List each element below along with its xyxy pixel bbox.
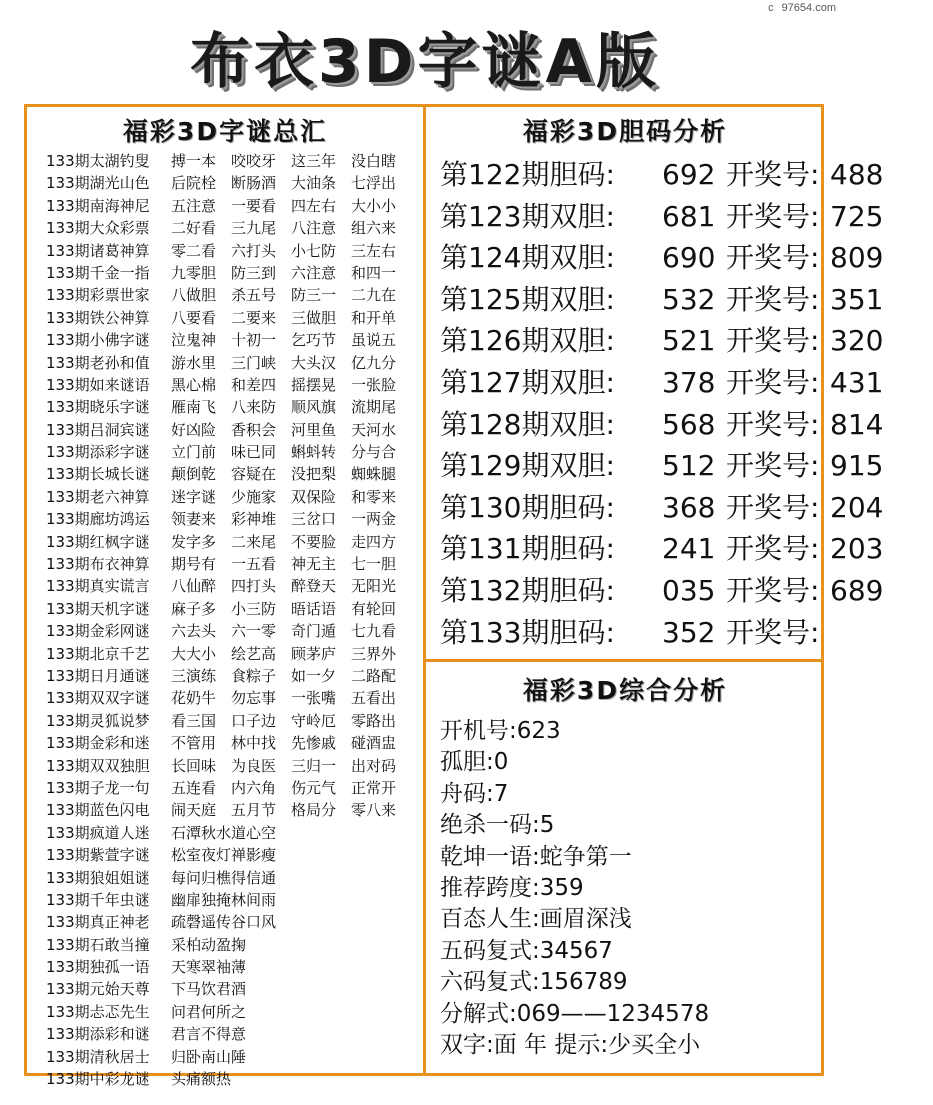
list-item: [46, 262, 421, 284]
riddle-word: 八做胆: [171, 286, 217, 305]
list-item: [46, 598, 421, 620]
list-item: [46, 844, 421, 866]
riddle-verse: 松室夜灯禅影瘦: [171, 846, 277, 865]
riddle-source: 133期大众彩票: [46, 219, 150, 238]
kj-value: 725: [830, 199, 884, 233]
riddle-verse: 疏磬遥传谷口风: [171, 913, 277, 932]
riddle-word: 七浮出: [351, 174, 397, 193]
riddle-source: 133期添彩和谜: [46, 1025, 150, 1044]
dan-value: 241: [662, 532, 716, 566]
list-item: [46, 463, 421, 485]
riddle-word: 内六角: [231, 778, 277, 797]
list-item: [46, 329, 421, 351]
riddle-word: 零二看: [171, 241, 217, 260]
riddle-verse: 问君何所之: [171, 1002, 247, 1021]
list-item: [46, 195, 421, 217]
dan-row: [440, 528, 884, 570]
kj-value: 431: [830, 365, 884, 399]
riddle-source: 133期清秋居士: [46, 1047, 150, 1066]
riddle-word: 五注意: [171, 196, 217, 215]
riddle-source: 133期南海神尼: [46, 196, 150, 215]
riddle-source: 133期真正神老: [46, 913, 150, 932]
riddle-word: 勿忘事: [231, 689, 277, 708]
kj-value: 809: [830, 241, 884, 275]
kj-label: 开奖号:: [726, 490, 820, 524]
kj-value: 351: [830, 282, 884, 316]
riddle-word: 三界外: [351, 644, 397, 663]
list-item: [46, 799, 421, 821]
riddle-word: 立门前: [171, 443, 217, 462]
list-item: [46, 1046, 421, 1068]
dan-row: [440, 445, 884, 487]
zonghe-list: [440, 716, 820, 1061]
riddle-word: 二路配: [351, 666, 397, 685]
riddle-word: 零八来: [351, 801, 397, 820]
riddle-word: 一两金: [351, 510, 397, 529]
riddle-source: 133期狼姐姐谜: [46, 868, 150, 887]
riddle-word: 小三防: [231, 599, 277, 618]
riddle-verse: 君言不得意: [171, 1025, 247, 1044]
riddle-source: 133期北京千艺: [46, 644, 150, 663]
riddle-word: 摇摆晃: [291, 375, 337, 394]
riddle-word: 碰酒盅: [351, 734, 397, 753]
list-item: [46, 374, 421, 396]
riddle-word: 麻子多: [171, 599, 217, 618]
list-item: [46, 396, 421, 418]
kj-label: 开奖号:: [726, 532, 820, 566]
riddle-word: 双保险: [291, 487, 337, 506]
kj-label: 开奖号:: [726, 199, 820, 233]
riddle-word: 和四一: [351, 263, 397, 282]
riddle-word: 不要脸: [291, 532, 337, 551]
watermark-site: 97654.com: [781, 2, 836, 14]
riddle-verse: 幽扉独掩林间雨: [171, 890, 277, 909]
riddle-word: 九零胆: [171, 263, 217, 282]
list-item: [46, 1001, 421, 1023]
kj-label: 开奖号:: [726, 407, 820, 441]
riddle-word: 六注意: [291, 263, 337, 282]
riddle-source: 133期彩票世家: [46, 286, 150, 305]
riddle-word: 顺风旗: [291, 398, 337, 417]
list-item: [46, 307, 421, 329]
riddle-word: 绘艺高: [231, 644, 277, 663]
dan-label: 第130期胆码:: [440, 490, 615, 524]
riddle-word: 发字多: [171, 532, 217, 551]
riddle-word: 二要来: [231, 308, 277, 327]
riddle-word: 三岔口: [291, 510, 337, 529]
riddle-word: 味已同: [231, 443, 277, 462]
list-item: [46, 889, 421, 911]
list-item: [46, 553, 421, 575]
list-item: [46, 172, 421, 194]
riddle-word: 晤话语: [291, 599, 337, 618]
riddle-word: 林中找: [231, 734, 277, 753]
riddle-source: 133期双双独胆: [46, 756, 150, 775]
riddle-word: 长回味: [171, 756, 217, 775]
analysis-line: 双字:面 年 提示:少买全小: [440, 1031, 701, 1058]
dan-value: 568: [662, 407, 716, 441]
riddle-word: 守岭厄: [291, 711, 337, 730]
riddle-word: 三门峡: [231, 353, 277, 372]
riddle-word: 分与合: [351, 443, 397, 462]
analysis-line: 推荐跨度:359: [440, 874, 584, 901]
riddle-word: 七一胆: [351, 555, 397, 574]
riddle-verse: 下马饮君酒: [171, 980, 247, 999]
riddle-word: 迷字谜: [171, 487, 217, 506]
riddle-word: 一五看: [231, 555, 277, 574]
riddle-word: 六一零: [231, 622, 277, 641]
riddle-word: 颠倒乾: [171, 465, 217, 484]
riddle-word: 虽说五: [351, 331, 397, 350]
watermark-letter: c: [768, 2, 774, 14]
vertical-divider: [423, 104, 426, 1076]
riddle-source: 133期灵狐说梦: [46, 711, 150, 730]
riddle-word: 游水里: [171, 353, 217, 372]
riddle-word: 正常开: [351, 778, 397, 797]
riddle-word: 和开单: [351, 308, 397, 327]
riddle-word: 不管用: [171, 734, 217, 753]
list-item: [46, 643, 421, 665]
riddle-source: 133期小佛字谜: [46, 331, 150, 350]
dan-value: 378: [662, 365, 716, 399]
riddle-source: 133期元始天尊: [46, 980, 150, 999]
page-title: 布衣3D字谜A版: [190, 27, 660, 97]
riddle-word: 黑心棉: [171, 375, 217, 394]
riddle-word: 四左右: [291, 196, 337, 215]
riddle-source: 133期晓乐字谜: [46, 398, 150, 417]
riddle-source: 133期天机字谜: [46, 599, 150, 618]
riddle-word: 醉登天: [291, 577, 337, 596]
riddle-source: 133期添彩字谜: [46, 443, 150, 462]
list-item: [46, 934, 421, 956]
riddle-word: 五连看: [171, 778, 217, 797]
list-item: [46, 911, 421, 933]
riddle-source: 133期金彩网谜: [46, 622, 150, 641]
dan-value: 690: [662, 241, 716, 275]
riddle-word: 走四方: [351, 532, 397, 551]
riddle-source: 133期千金一指: [46, 263, 150, 282]
riddle-word: 神无主: [291, 555, 337, 574]
list-item: [46, 240, 421, 262]
dan-label: 第128期双胆:: [440, 407, 615, 441]
riddle-verse: 每问归樵得信通: [171, 868, 277, 887]
riddle-word: 六打头: [231, 241, 277, 260]
riddle-source: 133期廊坊鸿运: [46, 510, 150, 529]
list-item: [46, 822, 421, 844]
dan-row: [440, 487, 884, 529]
dan-value: 692: [662, 158, 716, 191]
riddle-word: 八仙醉: [171, 577, 217, 596]
riddle-word: 流期尾: [351, 398, 397, 417]
list-item: [46, 531, 421, 553]
dan-label: 第132期胆码:: [440, 573, 615, 607]
dan-row: [440, 404, 884, 446]
riddle-word: 食粽子: [231, 666, 277, 685]
kj-label: 开奖号:: [726, 241, 820, 275]
riddle-word: 先惨戚: [291, 734, 337, 753]
riddle-word: 五月节: [231, 801, 277, 820]
left-panel-title: 福彩3D字谜总汇: [122, 117, 328, 146]
riddle-word: 泣鬼神: [171, 331, 217, 350]
riddle-word: 八来防: [231, 398, 277, 417]
dan-value: 512: [662, 449, 716, 483]
riddle-word: 好凶险: [171, 420, 217, 439]
list-item: [46, 956, 421, 978]
kj-value: 915: [830, 449, 884, 483]
riddle-word: 咬咬牙: [231, 152, 277, 170]
riddle-word: 为良医: [231, 756, 277, 775]
riddle-verse: 采柏动盈掬: [171, 935, 247, 954]
riddle-word: 奇门遁: [291, 622, 337, 641]
riddle-source: 133期双双字谜: [46, 689, 150, 708]
riddle-verse: 天寒翠袖薄: [171, 958, 247, 977]
riddle-word: 七九看: [351, 622, 397, 641]
riddle-word: 二九在: [351, 286, 397, 305]
riddle-word: 大油条: [291, 174, 337, 193]
riddle-word: 大头汉: [291, 353, 337, 372]
dan-value: 368: [662, 490, 716, 524]
riddle-source: 133期中彩龙谜: [46, 1070, 150, 1089]
riddle-word: 花奶牛: [171, 689, 217, 708]
watermark: [768, 2, 844, 14]
riddle-source: 133期疯道人迷: [46, 823, 150, 842]
dan-label: 第131期胆码:: [440, 532, 615, 566]
riddle-word: 三演练: [171, 666, 217, 685]
riddle-word: 无阳光: [351, 577, 397, 596]
dan-row: [440, 612, 820, 654]
kj-value: 488: [830, 158, 884, 191]
riddle-word: 小七防: [291, 241, 337, 260]
list-item: [46, 150, 421, 172]
list-item: [46, 777, 421, 799]
dan-label: 第122期胆码:: [440, 158, 615, 191]
zonghe-panel-title: 福彩3D综合分析: [522, 676, 728, 705]
riddle-source: 133期金彩和迷: [46, 734, 150, 753]
riddle-word: 八注意: [291, 219, 337, 238]
riddle-word: 和零来: [351, 487, 397, 506]
riddle-source: 133期老孙和值: [46, 353, 150, 372]
riddle-word: 防三一: [291, 286, 337, 305]
horizontal-divider: [423, 659, 824, 662]
kj-label: 开奖号:: [726, 365, 820, 399]
list-item: [46, 755, 421, 777]
list-item: [46, 1023, 421, 1045]
analysis-line: 舟码:7: [440, 780, 509, 807]
riddle-source: 133期长城长谜: [46, 465, 150, 484]
riddle-source: 133期紫萱字谜: [46, 846, 150, 865]
riddle-word: 容疑在: [231, 465, 277, 484]
riddle-source: 133期湖光山色: [46, 174, 150, 193]
riddle-word: 伤元气: [291, 778, 337, 797]
riddle-source: 133期真实谎言: [46, 577, 150, 596]
kj-label: 开奖号:: [726, 573, 820, 607]
dan-value: 035: [662, 573, 716, 607]
riddle-word: 闹天庭: [171, 801, 217, 820]
riddle-word: 零路出: [351, 711, 397, 730]
riddle-word: 一张嘴: [291, 689, 337, 708]
list-item: [46, 284, 421, 306]
kj-label: 开奖号:: [726, 158, 820, 191]
list-item: [46, 352, 421, 374]
riddle-word: 没把梨: [291, 465, 337, 484]
kj-value: 689: [830, 573, 884, 607]
analysis-line: 百态人生:画眉深浅: [440, 906, 632, 933]
riddle-word: 后院栓: [171, 174, 217, 193]
riddle-word: 组六来: [351, 219, 397, 238]
kj-value: 203: [830, 532, 884, 566]
riddle-word: 二好看: [171, 219, 217, 238]
dan-label: 第125期双胆:: [440, 282, 615, 316]
dan-value: 352: [662, 615, 716, 649]
riddle-word: 彩神堆: [231, 510, 277, 529]
riddle-word: 有轮回: [351, 599, 397, 618]
dan-row: [440, 362, 884, 404]
riddle-word: 八要看: [171, 308, 217, 327]
riddle-word: 杀五号: [231, 286, 277, 305]
riddle-source: 133期老六神算: [46, 487, 150, 506]
riddle-word: 如一夕: [291, 666, 337, 685]
dan-value: 681: [662, 199, 716, 233]
kj-label: 开奖号:: [726, 282, 820, 316]
riddle-source: 133期如来谜语: [46, 375, 150, 394]
kj-value: 320: [830, 324, 884, 358]
riddle-source: 133期太湖钓叟: [46, 152, 150, 170]
analysis-line: 孤胆:0: [440, 749, 509, 776]
riddle-word: 三归一: [291, 756, 337, 775]
riddle-word: 断肠酒: [231, 174, 277, 193]
riddle-word: 五看出: [351, 689, 397, 708]
riddle-word: 这三年: [291, 152, 337, 170]
list-item: [46, 687, 421, 709]
riddle-source: 133期蓝色闪电: [46, 801, 150, 820]
riddle-word: 一要看: [231, 196, 277, 215]
list-item: [46, 732, 421, 754]
riddle-verse: 归卧南山陲: [171, 1047, 247, 1066]
riddle-source: 133期千年虫谜: [46, 890, 150, 909]
list-item: [46, 867, 421, 889]
kj-value: 814: [830, 407, 884, 441]
riddle-source: 133期吕洞宾谜: [46, 420, 150, 439]
list-item: [46, 508, 421, 530]
riddle-source: 133期子龙一句: [46, 778, 150, 797]
riddle-word: 一张脸: [351, 375, 397, 394]
riddle-word: 四打头: [231, 577, 277, 596]
riddle-word: 看三国: [171, 711, 217, 730]
riddle-word: 防三到: [231, 263, 277, 282]
dan-value: 532: [662, 282, 716, 316]
list-item: [46, 419, 421, 441]
riddle-word: 大大小: [171, 644, 217, 663]
analysis-line: 开机号:623: [440, 718, 561, 744]
dan-row: [440, 570, 884, 612]
riddle-verse: 石潭秋水道心空: [171, 823, 277, 842]
riddle-word: 蝌蚪转: [291, 443, 337, 462]
riddle-word: 大小小: [351, 196, 397, 215]
dan-row: [440, 320, 884, 362]
riddle-word: 格局分: [291, 801, 337, 820]
dan-label: 第129期双胆:: [440, 449, 615, 483]
riddle-word: 雁南飞: [171, 398, 217, 417]
dan-label: 第127期双胆:: [440, 365, 615, 399]
riddle-word: 亿九分: [351, 353, 397, 372]
riddle-word: 三做胆: [291, 308, 337, 327]
list-item: [46, 620, 421, 642]
riddle-word: 蜘蛛腿: [351, 465, 397, 484]
riddle-source: 133期铁公神算: [46, 308, 150, 327]
analysis-line: 分解式:069——1234578: [440, 1000, 710, 1027]
dan-row: [440, 279, 884, 321]
analysis-line: 乾坤一语:蛇争第一: [440, 843, 632, 870]
dan-panel-title: 福彩3D胆码分析: [522, 117, 728, 146]
riddle-list: [46, 150, 421, 1090]
riddle-word: 搏一本: [171, 152, 217, 170]
analysis-line: 绝杀一码:5: [440, 812, 555, 839]
riddle-source: 133期红枫字谜: [46, 532, 150, 551]
riddle-word: 香积会: [231, 420, 277, 439]
riddle-word: 河里鱼: [291, 420, 337, 439]
dan-row: [440, 196, 884, 238]
kj-label: 开奖号:: [726, 324, 820, 358]
list-item: [46, 665, 421, 687]
analysis-line: 六码复式:156789: [440, 969, 628, 996]
list-item: [46, 978, 421, 1000]
list-item: [46, 710, 421, 732]
kj-label: 开奖号:: [726, 615, 820, 649]
riddle-source: 133期独孤一语: [46, 958, 150, 977]
riddle-word: 和差四: [231, 375, 277, 394]
riddle-word: 二来尾: [231, 532, 277, 551]
riddle-word: 三九尾: [231, 219, 277, 238]
dan-row: [440, 237, 884, 279]
list-item: [46, 486, 421, 508]
list-item: [46, 1068, 421, 1090]
dan-row: [440, 154, 884, 196]
dan-label: 第133期胆码:: [440, 615, 615, 649]
riddle-source: 133期布衣神算: [46, 555, 150, 574]
list-item: [46, 575, 421, 597]
riddle-word: 十初一: [231, 331, 277, 350]
riddle-word: 三左右: [351, 241, 397, 260]
riddle-word: 出对码: [351, 756, 397, 775]
dan-list: [440, 154, 884, 653]
dan-label: 第126期双胆:: [440, 324, 615, 358]
list-item: [46, 441, 421, 463]
riddle-word: 六去头: [171, 622, 217, 641]
riddle-verse: 头痛额热: [171, 1070, 232, 1089]
riddle-source: 133期诸葛神算: [46, 241, 150, 260]
list-item: [46, 217, 421, 239]
riddle-word: 天河水: [351, 420, 397, 439]
riddle-word: 少施家: [231, 487, 277, 506]
dan-label: 第124期双胆:: [440, 241, 615, 275]
kj-value: 204: [830, 490, 884, 524]
riddle-word: 乞巧节: [291, 331, 337, 350]
riddle-word: 没白瞎: [351, 152, 397, 170]
analysis-line: 五码复式:34567: [440, 937, 613, 964]
riddle-word: 顾茅庐: [291, 644, 337, 663]
riddle-word: 期号有: [171, 555, 217, 574]
kj-label: 开奖号:: [726, 449, 820, 483]
dan-label: 第123期双胆:: [440, 199, 615, 233]
riddle-word: 领妻来: [171, 510, 217, 529]
riddle-source: 133期日月通谜: [46, 666, 150, 685]
dan-value: 521: [662, 324, 716, 358]
riddle-source: 133期石敢当撞: [46, 935, 150, 954]
riddle-source: 133期忐忑先生: [46, 1002, 150, 1021]
riddle-word: 口子边: [231, 711, 277, 730]
